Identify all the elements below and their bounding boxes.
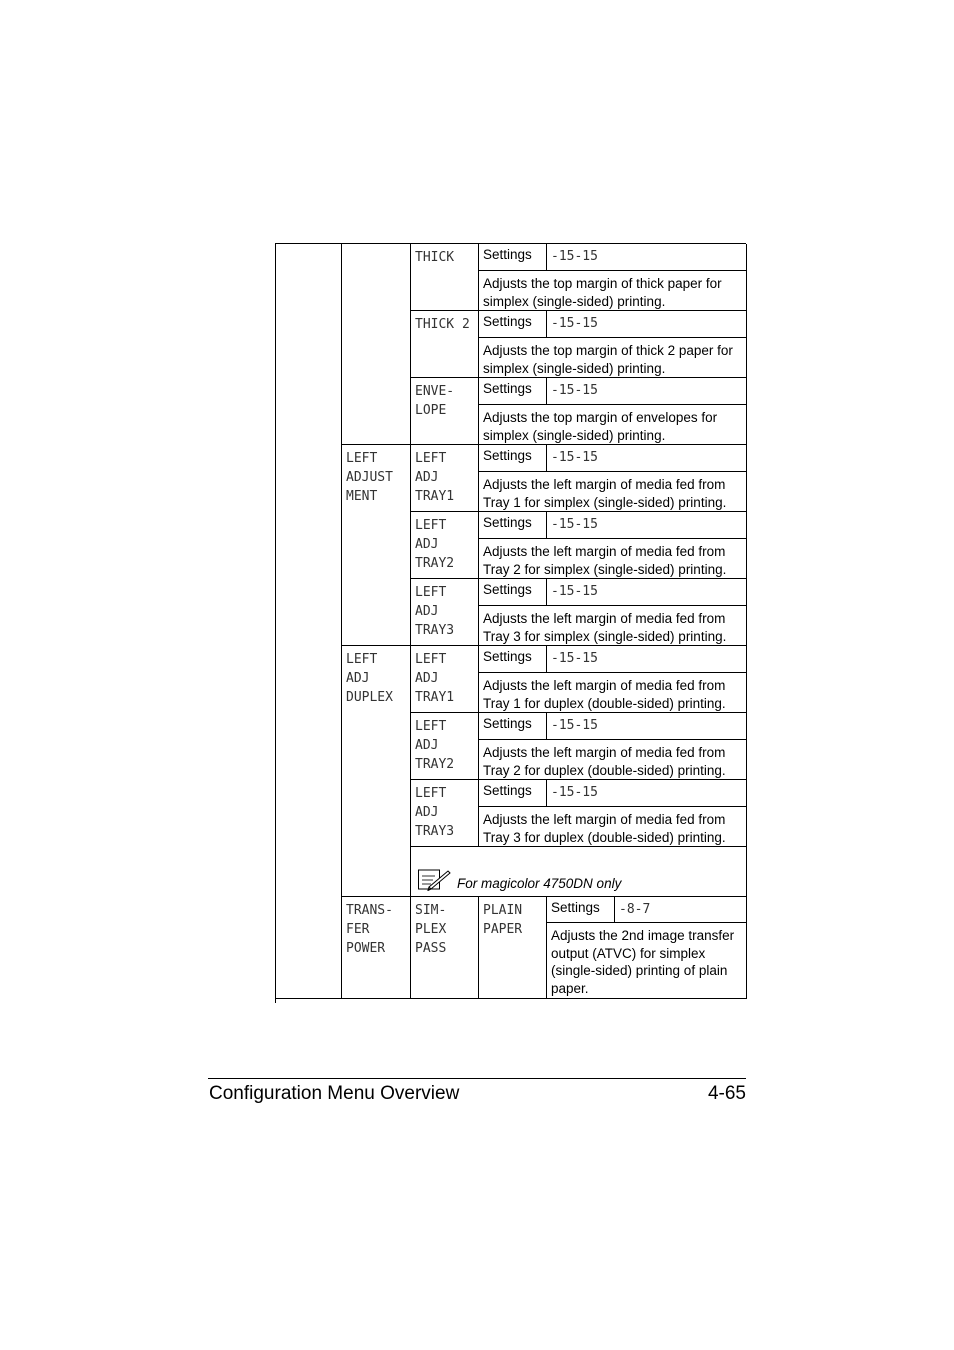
settings-label: Settings bbox=[479, 512, 547, 539]
menu-item-duplex-tray3: LEFT ADJ TRAY3 bbox=[411, 780, 479, 847]
settings-label: Settings bbox=[479, 646, 547, 673]
menu-level-2-cell-top bbox=[342, 244, 411, 445]
menu-item-duplex-tray1: LEFT ADJ TRAY1 bbox=[411, 646, 479, 713]
settings-label: Settings bbox=[547, 897, 615, 922]
menu-group-transfer-power: TRANS- FER POWER bbox=[342, 897, 411, 999]
settings-label: Settings bbox=[479, 445, 547, 472]
settings-value: -15-15 bbox=[547, 713, 747, 740]
description: Adjusts the left margin of media fed from Tray 1 for simplex (single-sided) printing. bbox=[479, 472, 747, 512]
settings-label: Settings bbox=[479, 311, 547, 338]
config-menu-table bbox=[275, 243, 746, 1003]
description: Adjusts the top margin of thick paper for simplex (single-sided) printing. bbox=[479, 271, 747, 311]
menu-item-thick: THICK bbox=[411, 244, 479, 311]
page-number: 4-65 bbox=[707, 1083, 746, 1104]
settings-value: -15-15 bbox=[547, 646, 747, 673]
note-pencil-icon bbox=[417, 867, 451, 891]
settings-value: -15-15 bbox=[547, 512, 747, 539]
settings-label: Settings bbox=[479, 780, 547, 807]
description: Adjusts the left margin of media fed from Tray 3 for simplex (single-sided) printing. bbox=[479, 606, 747, 646]
settings-value: -15-15 bbox=[547, 378, 747, 405]
menu-sub-simplex-pass: SIM- PLEX PASS bbox=[411, 897, 479, 999]
settings-label: Settings bbox=[479, 378, 547, 405]
settings-value: -15-15 bbox=[547, 780, 747, 807]
description: Adjusts the left margin of media fed from Tray 2 for duplex (double-sided) printing. bbox=[479, 740, 747, 780]
menu-item-left-adj-tray3: LEFT ADJ TRAY3 bbox=[411, 579, 479, 646]
settings-label: Settings bbox=[479, 713, 547, 740]
description: Adjusts the top margin of envelopes for simplex (single-sided) printing. bbox=[479, 405, 747, 445]
description: Adjusts the left margin of media fed from Tray 3 for duplex (double-sided) printing. bbox=[479, 807, 747, 847]
transfer-settings-row bbox=[547, 897, 747, 923]
description: Adjusts the 2nd image transfer output (ATVC) for simplex (single-sided) printing of plain paper. bbox=[547, 923, 747, 999]
settings-value: -15-15 bbox=[547, 445, 747, 472]
menu-level-1-cell bbox=[276, 244, 342, 999]
menu-item-envelope: ENVE- LOPE bbox=[411, 378, 479, 445]
menu-item-thick2: THICK 2 bbox=[411, 311, 479, 378]
description: Adjusts the left margin of media fed from Tray 1 for duplex (double-sided) printing. bbox=[479, 673, 747, 713]
menu-group-left-adjustment: LEFT ADJUST MENT bbox=[342, 445, 411, 646]
settings-value: -15-15 bbox=[547, 311, 747, 338]
model-note bbox=[411, 847, 747, 897]
menu-item-duplex-tray2: LEFT ADJ TRAY2 bbox=[411, 713, 479, 780]
settings-value: -15-15 bbox=[547, 579, 747, 606]
menu-item-left-adj-tray1: LEFT ADJ TRAY1 bbox=[411, 445, 479, 512]
menu-item-left-adj-tray2: LEFT ADJ TRAY2 bbox=[411, 512, 479, 579]
menu-item-plain-paper: PLAIN PAPER bbox=[479, 897, 547, 999]
description: Adjusts the top margin of thick 2 paper for simplex (single-sided) printing. bbox=[479, 338, 747, 378]
footer-title: Configuration Menu Overview bbox=[209, 1083, 460, 1104]
footer-rule bbox=[208, 1078, 746, 1079]
menu-group-left-adj-duplex: LEFT ADJ DUPLEX bbox=[342, 646, 411, 897]
settings-label: Settings bbox=[479, 244, 547, 271]
settings-value: -8-7 bbox=[619, 902, 651, 917]
description: Adjusts the left margin of media fed from Tray 2 for simplex (single-sided) printing. bbox=[479, 539, 747, 579]
note-text: For magicolor 4750DN only bbox=[457, 876, 622, 891]
settings-label: Settings bbox=[479, 579, 547, 606]
settings-value: -15-15 bbox=[547, 244, 747, 271]
